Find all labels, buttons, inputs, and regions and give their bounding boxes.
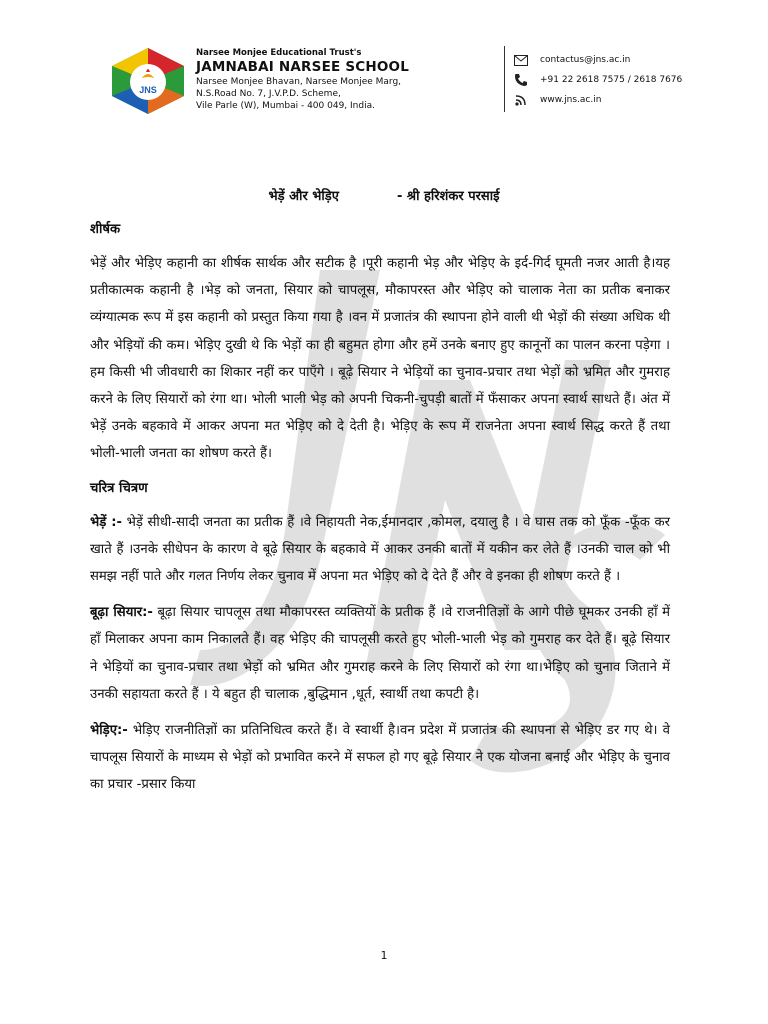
trust-name: Narsee Monjee Educational Trust's [196, 48, 362, 58]
phone-icon [514, 73, 528, 87]
header-divider [504, 46, 505, 112]
document-title: भेड़ें और भेड़िए [268, 189, 339, 204]
wifi-icon [514, 93, 528, 107]
document-author: - श्री हरिशंकर परसाई [396, 189, 500, 204]
address-line: Narsee Monjee Bhavan, Narsee Monjee Marg, [196, 77, 402, 87]
character-label: बूढ़ा सियार:- [90, 605, 153, 621]
page-number: 1 [380, 949, 388, 962]
contact-block [514, 50, 682, 110]
paragraph: बूढ़ा सियार:- बूढ़ा सियार चापलूस तथा मौकापरस्त व्यक्तियों के प्रतीक हैं ।वे राजनीतिज्ञों के आगे पीछे घूमकर उनकी हाँ में हाँ मिलाकर अपना काम निकालते हैं। वह भेड़िए की चापलूसी करते हुए भोली-भाली भेड़ को गुमराह कर देते हैं। बूढ़े सियार ने भेड़ियों का चुनाव-प्रचार तथा भेड़ों को भ्रमित और गुमराह करने के लिए सियारों को रंगा था।भेड़िए को चुनाव जिताने में उनकी सहायता करते हैं । ये बहुत ही चालाक ,बुद्धिमान ,धूर्त, स्वार्थी तथा कपटी है। [90, 605, 671, 702]
document-title-line [0, 186, 768, 204]
address-line: N.S.Road No. 7, J.V.P.D. Scheme, [196, 89, 341, 99]
svg-text:JNS: JNS [139, 85, 157, 95]
school-logo [108, 46, 188, 116]
phone-number: +91 22 2618 7575 / 2618 7676 [540, 75, 683, 85]
character-label: भेड़ें :- [90, 514, 123, 530]
school-name: JAMNABAI NARSEE SCHOOL [196, 59, 410, 75]
email-link[interactable]: contactus@jns.ac.in [540, 55, 631, 65]
mail-icon [514, 53, 528, 67]
paragraph: भेड़ें और भेड़िए कहानी का शीर्षक सार्थक और सटीक है ।पूरी कहानी भेड़ और भेड़िए के इर्द-गिर्द घूमती नजर आती है।यह प्रतीकात्मक कहानी है ।भेड़ को जनता, सियार को चापलूस, मौकापरस्त और भेड़िए को चालाक नेता का प्रतीक बनाकर व्यंग्यात्मक रूप में इस कहानी को प्रस्तुत किया गया है ।वन में प्रजातंत्र की स्थापना होने वाली थी भेड़ों की संख्या अधिक थी और भेड़ियों की कम। भेड़िए दुखी थे कि भेड़ों का ही बहुमत होगा और हमें उनके बनाए हुए कानूनों का पालन करना पड़ेगा ।हम किसी भी जीवधारी का शिकार नहीं कर पाएँगे । बूढ़े सियार ने भेड़ियों का चुनाव-प्रचार तथा भेड़ों को भ्रमित और गुमराह करने के लिए सियारों को रंगा था। भोली भाली भेड़ को अपनी चिकनी-चुपड़ी बातों में फँसाकर अपना स्वार्थ साधते हैं। अंत में भेड़ें उनके बहकावे में आकर अपना मत भेड़िए को दे देती है। भेड़िए के रूप में राजनेता अपना स्वार्थ सिद्ध करते हैं तथा भोली-भाली जनता का शोषण करते हैं। [90, 256, 670, 462]
section-heading: शीर्षक [90, 222, 121, 237]
address-line: Vile Parle (W), Mumbai - 400 049, India. [196, 101, 375, 111]
character-label: भेड़िए:- [90, 723, 128, 739]
website-link[interactable]: www.jns.ac.in [540, 95, 602, 105]
letterhead [108, 46, 700, 116]
document-body [90, 218, 670, 808]
paragraph: भेड़िए:- भेड़िए राजनीतिज्ञों का प्रतिनिधित्व करते हैं। वे स्वार्थी है।वन प्रदेश में प्रजातंत्र की स्थापना से भेड़िए डर गए थे। वे चापलूस सियारों के माध्यम से भेड़ों को प्रभावित करने में सफल हो गए बूढ़े सियार ने एक योजना बनाई और भेड़िए के चुनाव का प्रचार -प्रसार किया [90, 723, 670, 793]
paragraph: भेड़ें :- भेड़ें सीधी-सादी जनता का प्रतीक हैं ।वे निहायती नेक,ईमानदार ,कोमल, दयालु है । वे घास तक को फूँक -फूँक कर खाते हैं ।उनके सीधेपन के कारण वे बूढ़े सियार के बहकावे में आकर उनकी बातों में यकीन कर लेते हैं ।उनकी चाल को भी समझ नहीं पाते और गलत निर्णय लेकर चुनाव में अपना मत भेड़िए को दे देते हैं और वे इनका ही शोषण करते हैं । [90, 514, 671, 585]
section-heading: चरित्र चित्रण [90, 480, 148, 496]
